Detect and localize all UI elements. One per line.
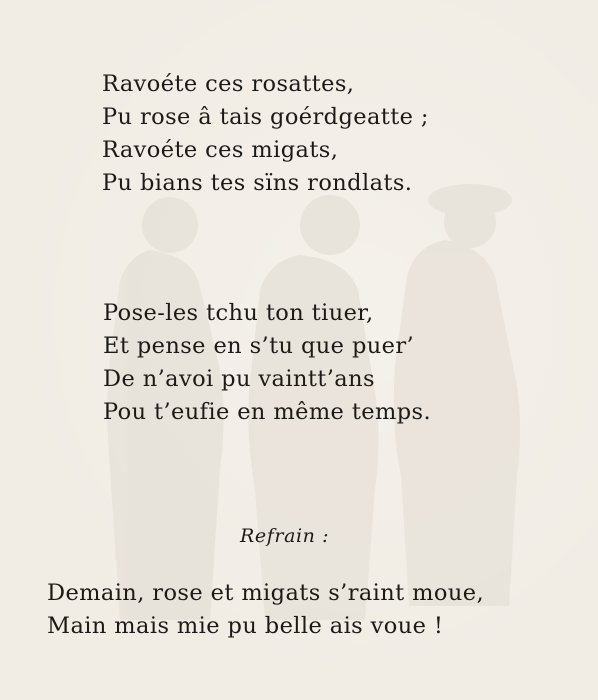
verse-line: Et pense en s’tu que puer’ xyxy=(103,333,415,359)
figure-right-head xyxy=(444,196,496,248)
refrain-line: Demain, rose et migats s’raint moue, xyxy=(47,580,484,606)
stanza-2 xyxy=(103,297,431,429)
refrain-line: Main mais mie pu belle ais voue ! xyxy=(47,613,444,639)
refrain xyxy=(47,577,484,643)
refrain-heading: Refrain : xyxy=(240,525,330,547)
verse-line: Pu bians tes sïns rondlats. xyxy=(102,170,413,196)
verse-line: Pou t’eufie en même temps. xyxy=(103,399,432,425)
verse-line: Pose-les tchu ton tiuer, xyxy=(103,300,374,326)
figure-middle-head xyxy=(300,195,360,255)
verse-line: Ravoéte ces rosattes, xyxy=(102,71,355,97)
verse-line: Pu rose â tais goérdgeatte ; xyxy=(102,104,429,130)
verse-line: De n’avoi pu vaintt’ans xyxy=(103,366,375,392)
figure-left-head xyxy=(142,197,198,253)
verse-line: Ravoéte ces migats, xyxy=(102,137,339,163)
stanza-1 xyxy=(102,68,429,200)
